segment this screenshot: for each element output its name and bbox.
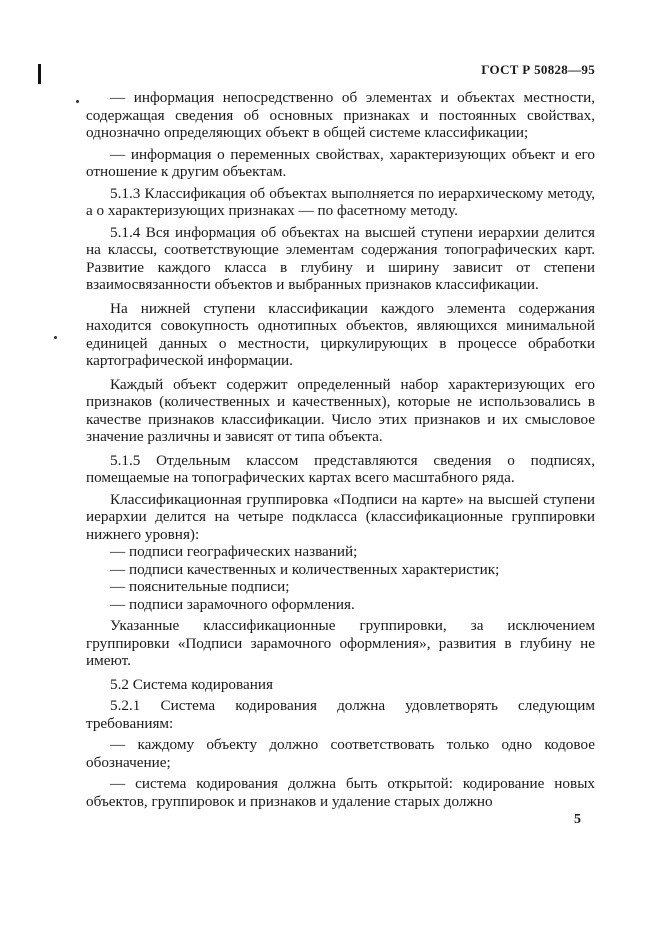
section-5-2-1: 5.2.1 Система кодирования должна удовлетворять следующим требованиям: bbox=[86, 697, 595, 732]
paragraph-2: — информация о переменных свойствах, характеризующих объект и его отношение к другим объектам. bbox=[86, 145, 595, 180]
list-item-3: — пояснительные подписи; bbox=[110, 578, 290, 595]
section-5-1-3: 5.1.3 Классификация об объектах выполняется по иерархическому методу, а о характеризующих признаках — по фасетному методу. bbox=[86, 184, 595, 219]
standard-code: ГОСТ Р 50828—95 bbox=[481, 62, 595, 77]
paragraph-13: Указанные классификационные группировки, за исключением группировки «Подписи зарамочного оформления», развития в глубину не имеют. bbox=[86, 617, 595, 669]
page-number: 5 bbox=[574, 812, 581, 827]
document-body bbox=[86, 89, 595, 810]
requirement-1: — каждому объекту должно соответствовать только одно кодовое обозначение; bbox=[86, 736, 595, 771]
scan-speck bbox=[76, 100, 79, 103]
scan-speck bbox=[54, 336, 57, 339]
paragraph-6: Каждый объект содержит определенный набор характеризующих его признаков (количественных и качественных), которые не использовались в качестве признаков классификации. Число этих признаков и их смысловое значение различны и зависят от типа объекта. bbox=[86, 375, 595, 445]
section-5-1-4: 5.1.4 Вся информация об объектах на высшей ступени иерархии делится на классы, соответствующие элементам содержания топографических карт. Развитие каждого класса в глубину и ширину зависит от степени взаимосвязанности объектов и выбранных признаков классификации. bbox=[86, 223, 595, 293]
paragraph-8: Классификационная группировка «Подписи на карте» на высшей ступени иерархии делится на четыре подкласса (классификационные группировки нижнего уровня): bbox=[86, 490, 595, 543]
paragraph-1: — информация непосредственно об элементах и объектах местности, содержащая сведения об основных признаках и постоянных свойствах, однозначно определяющих объект в общей системе классификации; bbox=[86, 89, 595, 141]
requirement-2: — система кодирования должна быть открытой: кодирование новых объектов, группировок и признаков и удаление старых должно bbox=[86, 775, 595, 810]
section-heading-5-2: 5.2 Система кодирования bbox=[110, 675, 273, 693]
margin-mark bbox=[38, 64, 41, 84]
section-5-1-5: 5.1.5 Отдельным классом представляются сведения о подписях, помещаемые на топографических картах всего масштабного ряда. bbox=[86, 451, 595, 486]
list-item-4: — подписи зарамочного оформления. bbox=[110, 595, 355, 613]
list-item-1: — подписи географических названий; bbox=[110, 543, 358, 560]
paragraph-5: На нижней ступени классификации каждого элемента содержания находится совокупность однотипных объектов, являющихся минимальной единицей данных о местности, циркулирующих в процессе обработки картографической информации. bbox=[86, 299, 595, 369]
list-item-2: — подписи качественных и количественных характеристик; bbox=[110, 560, 500, 578]
